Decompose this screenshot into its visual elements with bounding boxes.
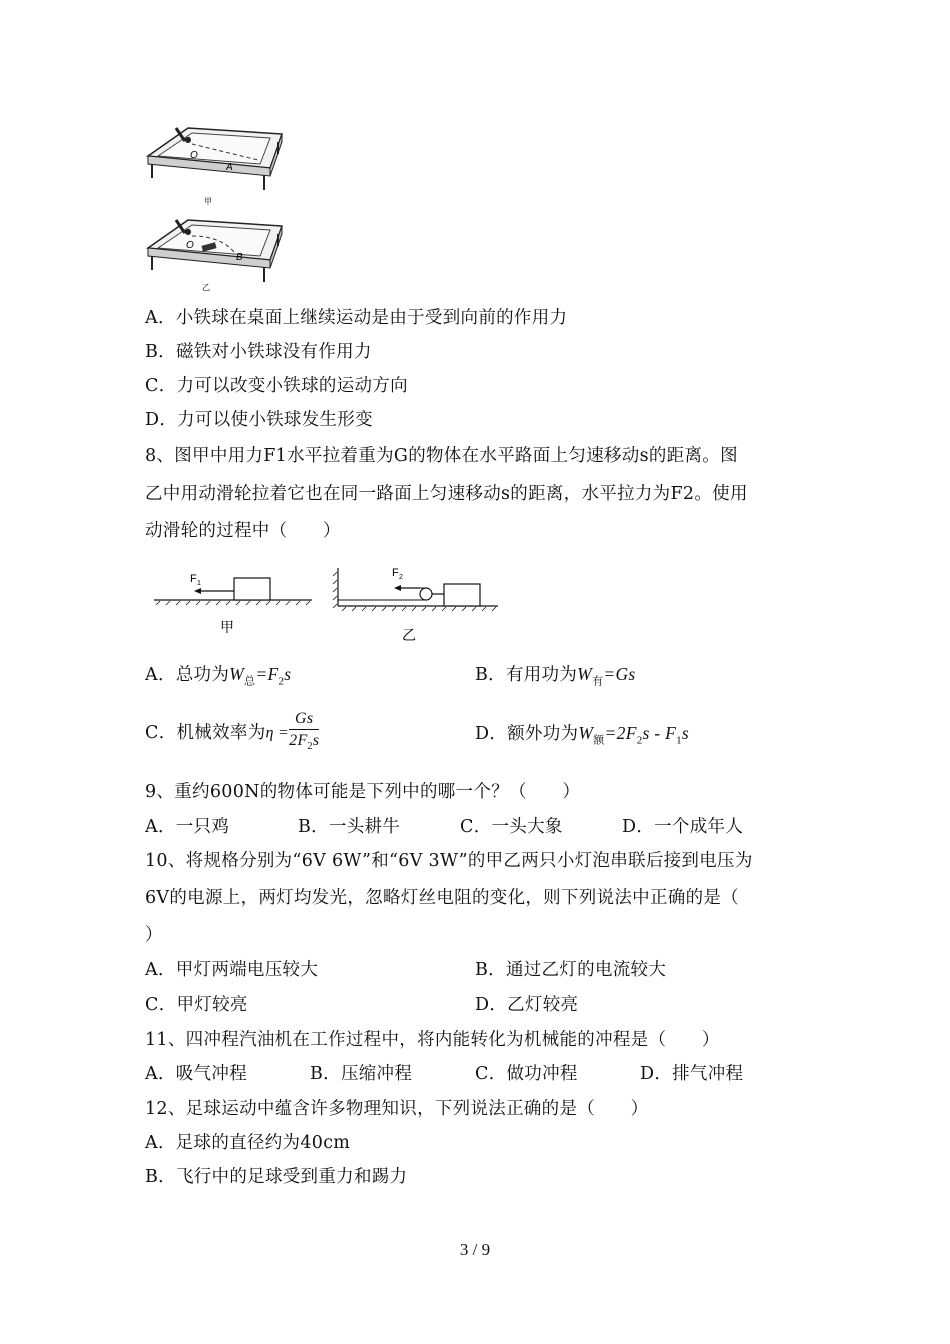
label-o: O <box>190 150 198 161</box>
q11-option-c: C．做功冲程 <box>475 1064 578 1084</box>
table-jia <box>148 128 282 206</box>
q11-option-b: B．压缩冲程 <box>310 1064 413 1084</box>
q12-option-a: A．足球的直径约为40cm <box>145 1133 351 1153</box>
q12-stem: 12、足球运动中蕴含许多物理知识，下列说法正确的是（ ） <box>145 1099 649 1119</box>
caption-yi: 乙 <box>202 283 210 292</box>
q9-option-b: B．一头耕牛 <box>298 817 401 837</box>
q7-option-a: A．小铁球在桌面上继续运动是由于受到向前的作用力 <box>145 308 568 328</box>
q7-option-b: B．磁铁对小铁球没有作用力 <box>145 342 372 362</box>
q11-stem: 11、四冲程汽油机在工作过程中，将内能转化为机械能的冲程是（ ） <box>145 1030 720 1050</box>
q8-stem-line-1: 8、图甲中用力F1水平拉着重为G的物体在水平路面上匀速移动s的距离。图 <box>145 446 738 466</box>
magnet-table-figure <box>140 118 290 293</box>
q8-stem-line-3: 动滑轮的过程中（ ） <box>145 521 341 541</box>
q12-option-b: B．飞行中的足球受到重力和踢力 <box>145 1167 408 1187</box>
q10-option-a: A．甲灯两端电压较大 <box>145 960 319 980</box>
f2-sub: 2 <box>399 574 403 581</box>
label-a: A <box>226 162 233 173</box>
q11-option-a: A．吸气冲程 <box>145 1064 247 1084</box>
f1-label: F <box>190 573 197 585</box>
q10-stem-line-2: 6V的电源上，两灯均发光，忽略灯丝电阻的变化，则下列说法中正确的是（ <box>145 888 739 908</box>
q8-option-a: A．总功为$W_总=F_2s$ <box>145 664 292 688</box>
figure-caption-yi: 乙 <box>402 627 416 643</box>
q8-stem-line-2: 乙中用动滑轮拉着它也在同一路面上匀速移动s的距离，水平拉力为F2。使用 <box>145 484 748 504</box>
q8-option-d: D．额外功为$W_额=2F_2s - F_1s$ <box>475 723 690 747</box>
figure-caption-jia: 甲 <box>220 619 234 635</box>
q9-option-d: D．一个成年人 <box>622 817 744 837</box>
page-number: 3 / 9 <box>459 1240 491 1259</box>
figure-yi <box>333 567 498 643</box>
q9-option-c: C．一头大象 <box>460 817 563 837</box>
q8-option-c: C．机械效率为η = $\frac{Gs}{2F_2s}$ <box>145 709 320 753</box>
figure-jia <box>154 573 312 635</box>
q8-pull-figure <box>150 560 502 645</box>
q10-option-b: B．通过乙灯的电流较大 <box>475 960 667 980</box>
q11-option-d: D．排气冲程 <box>640 1064 744 1084</box>
q10-option-c: C．甲灯较亮 <box>145 995 248 1015</box>
table-yi <box>148 220 282 292</box>
q10-stem-line-1: 10、将规格分别为“6V 6W”和“6V 3W”的甲乙两只小灯泡串联后接到电压为 <box>145 851 753 871</box>
q8-option-b: B．有用功为$W_有=Gs$ <box>475 664 636 688</box>
q9-option-a: A．一只鸡 <box>145 817 230 837</box>
label-o-2: O <box>186 240 194 251</box>
q7-option-d: D．力可以使小铁球发生形变 <box>145 410 373 430</box>
q7-option-c: C．力可以改变小铁球的运动方向 <box>145 376 408 396</box>
caption-jia: 甲 <box>204 197 212 206</box>
q9-stem: 9、重约600N的物体可能是下列中的哪一个？（ ） <box>145 782 581 802</box>
f1-sub: 1 <box>197 580 201 587</box>
f2-label: F <box>392 567 399 579</box>
label-b: B <box>236 252 243 263</box>
q10-option-d: D．乙灯较亮 <box>475 995 579 1015</box>
q10-stem-line-3: ） <box>145 925 163 945</box>
